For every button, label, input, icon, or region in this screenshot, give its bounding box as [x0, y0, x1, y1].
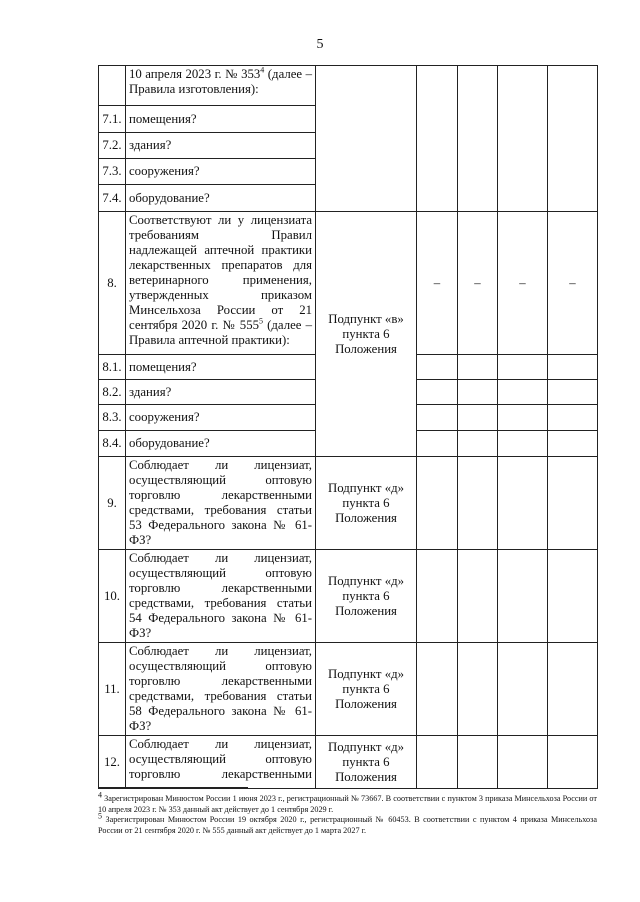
answer-cell [548, 550, 598, 643]
answer-cell [498, 457, 548, 550]
answer-cell [458, 457, 498, 550]
row-number: 7.3. [99, 159, 126, 185]
row-number [99, 66, 126, 106]
row-number: 8.1. [99, 355, 126, 380]
question-cell: Соблюдает ли лицензиат, осуществляющий оптовую торговлю лекарственными средствами, требования статьи 53 Федерального закона № 61-ФЗ? [126, 457, 316, 550]
row-number: 8.3. [99, 405, 126, 431]
reference-cell: Подпункт «д» пункта 6 Положения [316, 550, 417, 643]
answer-cell [417, 457, 458, 550]
answer-cell [548, 736, 598, 789]
question-cell: Соблюдает ли лицензиат, осуществляющий оптовую торговлю лекарственными [126, 736, 316, 789]
row-number: 11. [99, 643, 126, 736]
page-number: 5 [316, 37, 324, 52]
question-cell: Соблюдает ли лицензиат, осуществляющий оптовую торговлю лекарственными средствами, требования статьи 58 Федерального закона № 61-ФЗ? [126, 643, 316, 736]
question-cell: оборудование? [126, 185, 316, 212]
answer-cell [458, 431, 498, 457]
answer-cell [548, 405, 598, 431]
row-number: 10. [99, 550, 126, 643]
answer-cell [548, 380, 598, 405]
question-cell: Соответствуют ли у лицензиата требованиям Правил надлежащей аптечной практики лекарственных препаратов для ветеринарного применения, утвержденных приказом Минсельхоза России от 21 сентября 2020 г. № $555^5$ (далее – Правила аптечной практики): [126, 212, 316, 355]
row-number: 9. [99, 457, 126, 550]
answer-cell [548, 431, 598, 457]
answer-dash: – [548, 212, 598, 355]
reference-cell: Подпункт «в» пункта 6 Положения [316, 212, 417, 457]
answer-cell [417, 380, 458, 405]
answer-dash: – [417, 212, 458, 355]
answer-cell [458, 643, 498, 736]
question-cell: здания? [126, 133, 316, 159]
table-row [99, 457, 598, 550]
table-row [99, 212, 598, 355]
table-row [99, 643, 598, 736]
question-cell: здания? [126, 380, 316, 405]
row-number: 7.2. [99, 133, 126, 159]
row-number: 7.4. [99, 185, 126, 212]
row-number: 7.1. [99, 106, 126, 133]
answer-cell [498, 405, 548, 431]
answer-cell [417, 355, 458, 380]
answer-cell [458, 550, 498, 643]
footnote-divider [98, 787, 248, 788]
question-cell: сооружения? [126, 405, 316, 431]
row-number: 8. [99, 212, 126, 355]
row-number: 8.2. [99, 380, 126, 405]
table-row [99, 66, 598, 106]
answer-yes-cell [417, 66, 458, 212]
answer-cell [548, 643, 598, 736]
reference-cell: Подпункт «д» пункта 6 Положения [316, 457, 417, 550]
answer-cell [548, 355, 598, 380]
checklist-table [98, 65, 598, 789]
table-row [99, 550, 598, 643]
question-cell: сооружения? [126, 159, 316, 185]
answer-cell [417, 736, 458, 789]
question-cell: 10 апреля 2023 г. № $353^4$ (далее – Правила изготовления): [126, 66, 316, 106]
answer-dash: – [458, 212, 498, 355]
answer-cell [548, 457, 598, 550]
answer-cell [417, 643, 458, 736]
footnote-5: 5 Зарегистрирован Минюстом России 19 октября 2020 г., регистрационный № 60453. В соответствии с пунктом 4 приказа Минсельхоза России от 21 сентября 2020 г. № 555 данный акт действует до 1 марта 2027 г. [98, 811, 597, 835]
answer-cell [498, 550, 548, 643]
note-cell [548, 66, 598, 212]
reference-cell [316, 66, 417, 212]
answer-cell [417, 550, 458, 643]
answer-cell [458, 355, 498, 380]
answer-cell [498, 355, 548, 380]
question-cell: помещения? [126, 106, 316, 133]
answer-cell [498, 431, 548, 457]
question-cell: помещения? [126, 355, 316, 380]
answer-cell [458, 736, 498, 789]
answer-cell [458, 405, 498, 431]
answer-cell [498, 380, 548, 405]
question-cell: оборудование? [126, 431, 316, 457]
table-row [99, 736, 598, 789]
footnote-4: 4 Зарегистрирован Минюстом России 1 июня 2023 г., регистрационный № 73667. В соответствии с пунктом 3 приказа Минсельхоза России от 10 апреля 2023 г. № 353 данный акт действует до 1 сентября 2029 г. [98, 790, 597, 814]
footnotes [98, 790, 597, 836]
answer-cell [458, 380, 498, 405]
answer-cell [498, 736, 548, 789]
reference-cell: Подпункт «д» пункта 6 Положения [316, 736, 417, 789]
answer-cell [417, 405, 458, 431]
row-number: 12. [99, 736, 126, 789]
reference-cell: Подпункт «д» пункта 6 Положения [316, 643, 417, 736]
row-number: 8.4. [99, 431, 126, 457]
answer-no-cell [458, 66, 498, 212]
answer-dash: – [498, 212, 548, 355]
answer-cell [417, 431, 458, 457]
answer-na-cell [498, 66, 548, 212]
answer-cell [498, 643, 548, 736]
footnote-ref: 4 [260, 65, 265, 75]
question-cell: Соблюдает ли лицензиат, осуществляющий оптовую торговлю лекарственными средствами, требования статьи 54 Федерального закона № 61-ФЗ? [126, 550, 316, 643]
footnote-ref: 5 [259, 316, 263, 326]
